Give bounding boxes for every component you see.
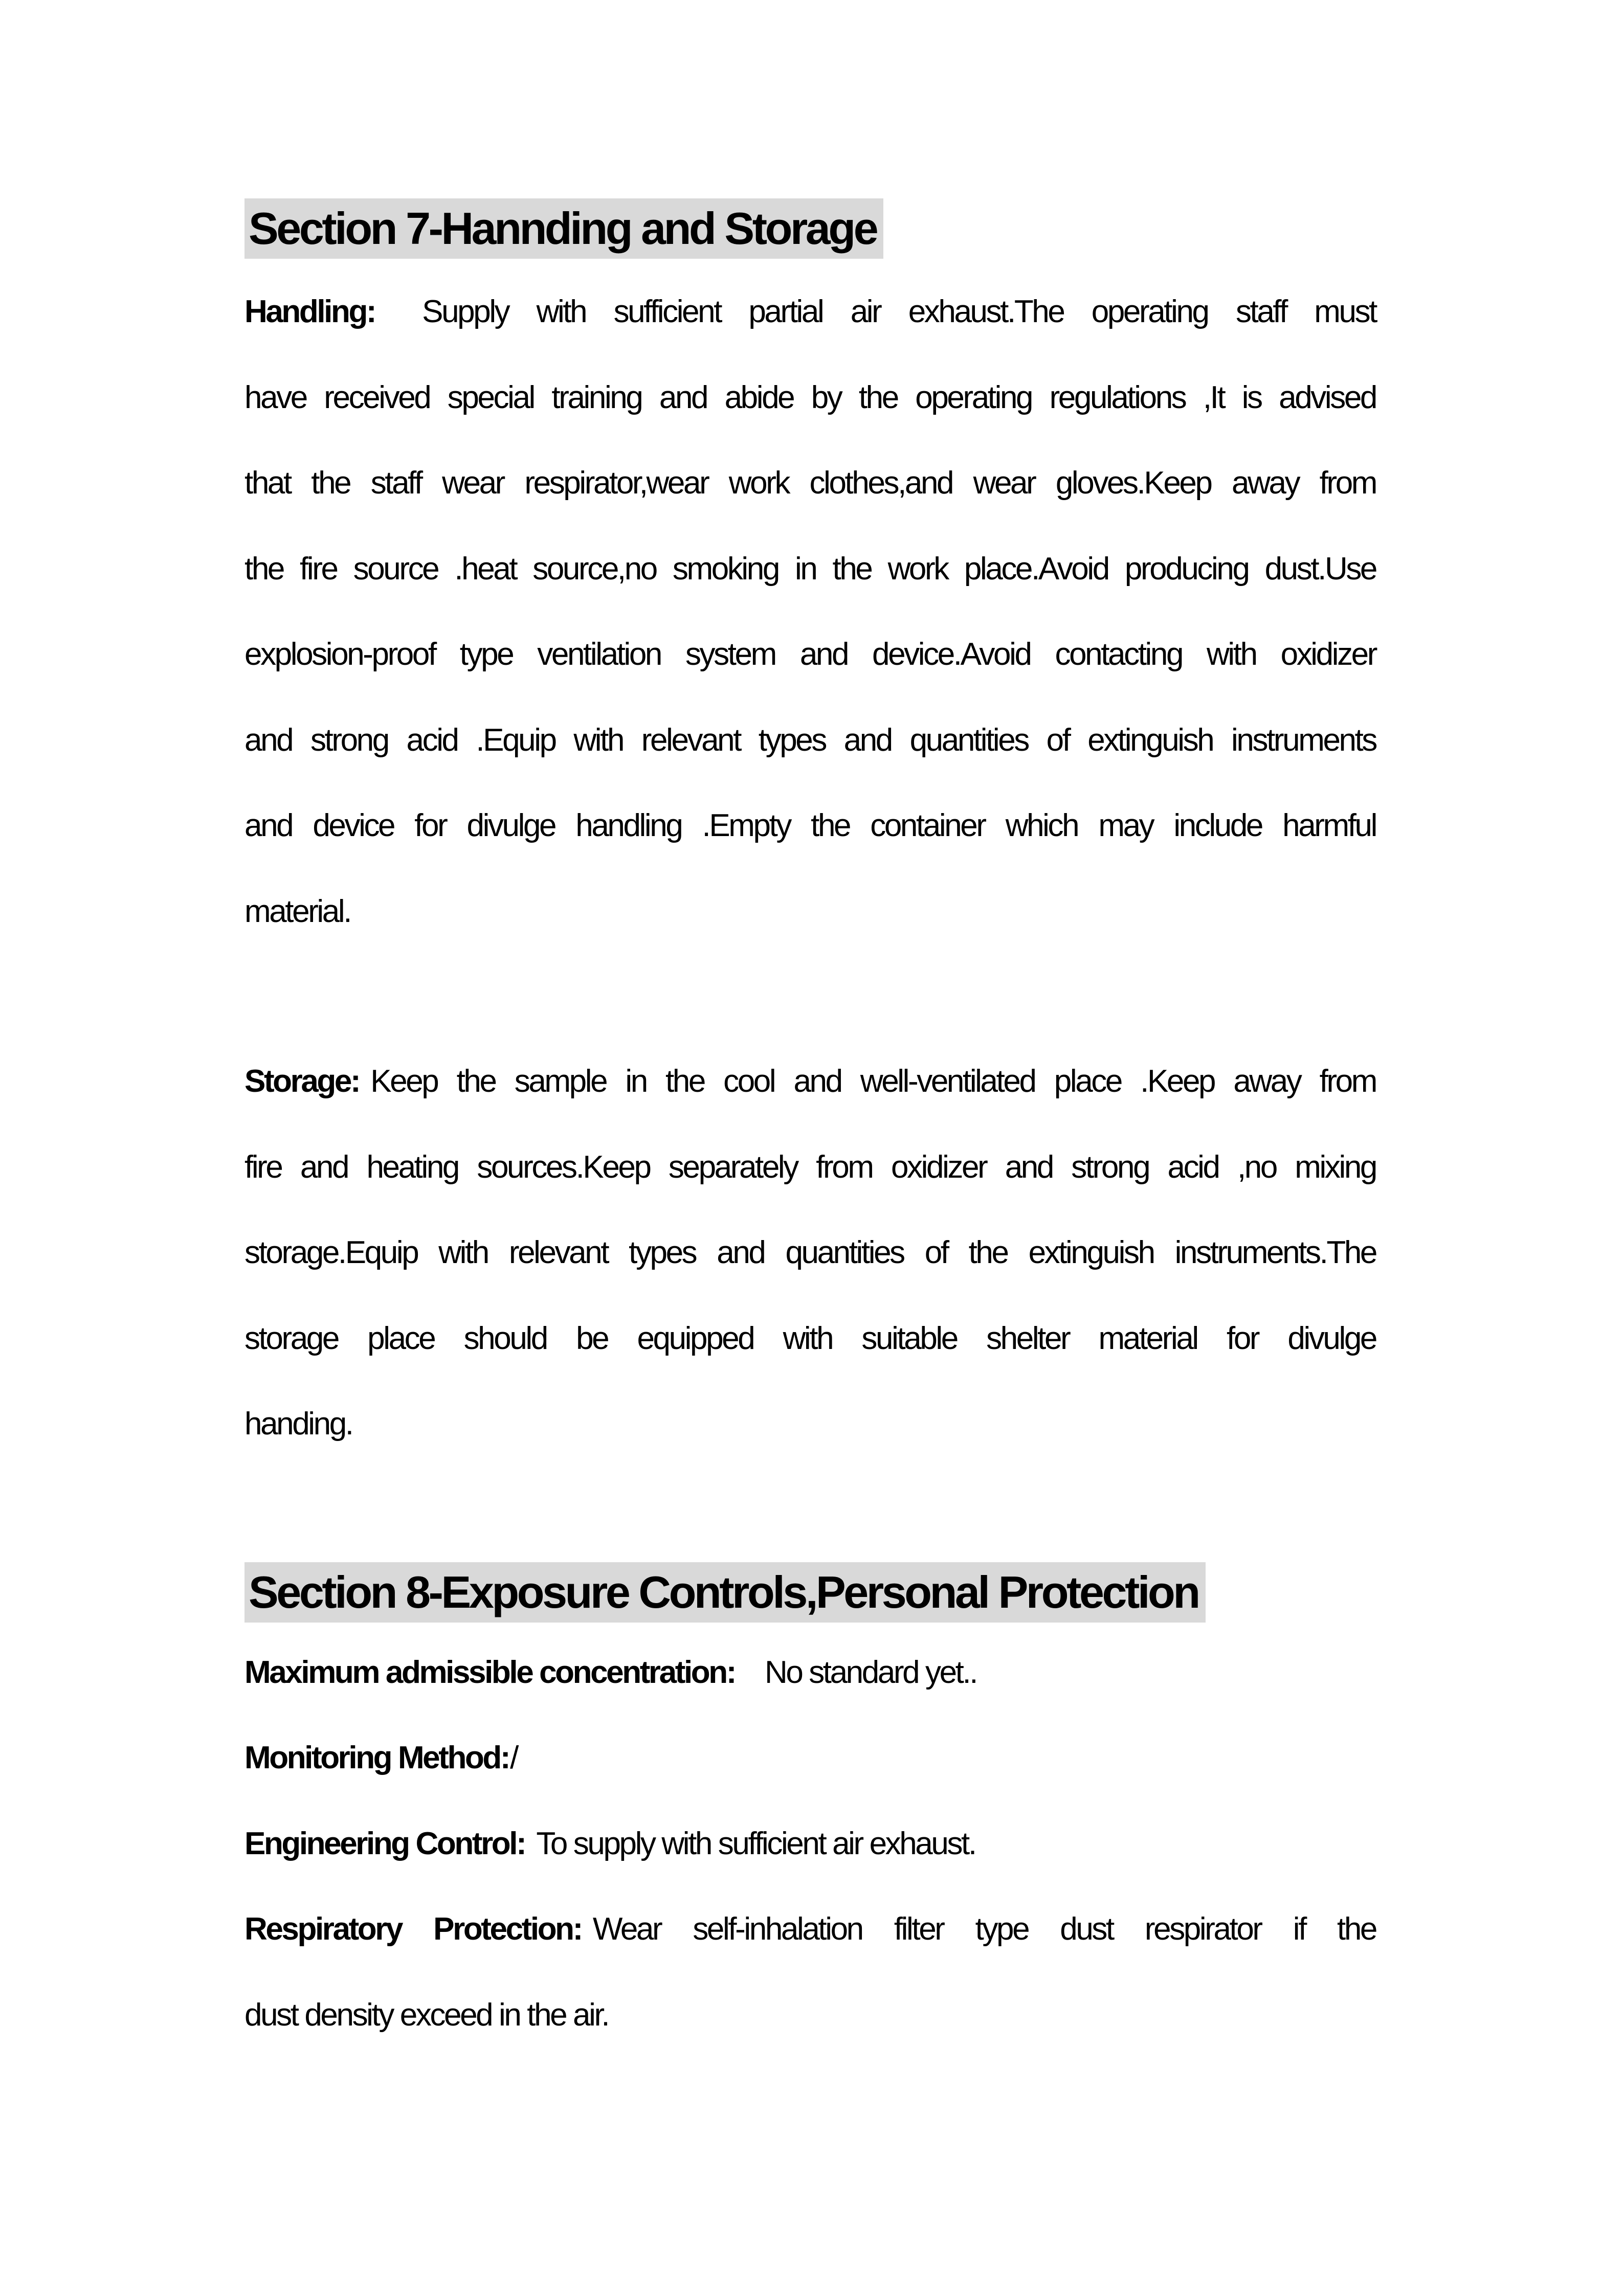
text-line [244,269,1376,355]
text-line [244,1039,1376,1124]
handling-line-1: Supply with sufficient partial air exhaust.The operating staff must [422,294,1376,329]
respiratory-protection-value: Wear self-inhalation filter type dust respirator if the [592,1911,1376,1947]
storage-line-4: storage place should be equipped with suitable shelter material for divulge [244,1320,1376,1356]
handling-line-5: explosion-proof type ventilation system and device.Avoid contacting with oxidizer [244,637,1376,672]
handling-paragraph [244,269,1376,954]
max-concentration-value: No standard yet.. [764,1654,977,1690]
section-7-heading [244,198,1376,259]
respiratory-protection-label: Respiratory Protection: [244,1911,582,1947]
storage-paragraph [244,1039,1376,1467]
page-content [244,198,1376,2058]
handling-line-7: and device for divulge handling .Empty the container which may include harmful [244,808,1376,843]
max-concentration-label: Maximum admissible concentration: [244,1654,735,1690]
handling-line-8: material. [244,893,351,929]
monitoring-method-label: Monitoring Method: [244,1740,509,1775]
handling-line-2: have received special training and abide by the operating regulations ,It is advised [244,379,1376,415]
section-8-items [244,1630,1376,2058]
respiratory-protection-line-2: dust density exceed in the air. [244,1997,609,2033]
monitoring-method-value: / [510,1740,517,1775]
section-7-heading-text: Section 7-Hannding and Storage [244,198,883,259]
storage-line-3: storage.Equip with relevant types and quantities of the extinguish instruments.The [244,1235,1376,1270]
handling-label: Handling: [244,294,375,329]
storage-label: Storage: [244,1064,360,1099]
handling-line-6: and strong acid .Equip with relevant types and quantities of extinguish instruments [244,722,1376,758]
engineering-control-line [244,1801,1376,1887]
storage-line-5: handing. [244,1406,352,1442]
engineering-control-label: Engineering Control: [244,1826,525,1861]
section-8-heading [244,1562,1376,1623]
monitoring-method-line [244,1715,1376,1801]
section-8-heading-text: Section 8-Exposure Controls,Personal Protection [244,1562,1206,1623]
storage-line-2: fire and heating sources.Keep separately from oxidizer and strong acid ,no mixing [244,1149,1376,1185]
handling-line-4: the fire source .heat source,no smoking in the work place.Avoid producing dust.Use [244,551,1376,587]
engineering-control-value: To supply with sufficient air exhaust. [536,1826,975,1861]
respiratory-protection-line-1 [244,1886,1376,1972]
storage-line-1: Keep the sample in the cool and well-ventilated place .Keep away from [370,1064,1376,1099]
handling-line-3: that the staff wear respirator,wear work clothes,and wear gloves.Keep away from [244,465,1376,501]
max-concentration-line [244,1630,1376,1716]
